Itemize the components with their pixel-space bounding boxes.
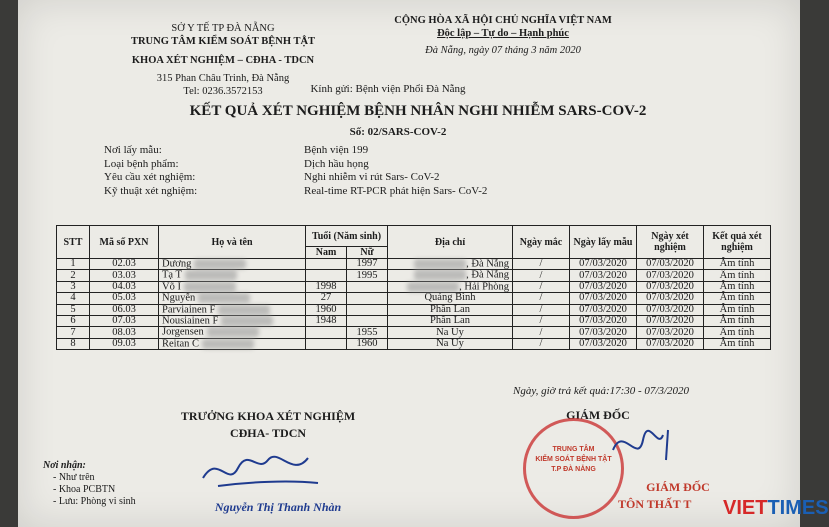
cell-onset: / bbox=[513, 327, 570, 338]
redaction-blur bbox=[218, 305, 270, 315]
recipient-item: - Như trên bbox=[53, 472, 95, 483]
cell-male: 1998 bbox=[306, 281, 347, 292]
director-name: TÔN THẤT T bbox=[618, 497, 692, 511]
redaction-blur bbox=[407, 282, 459, 292]
cell-male bbox=[306, 338, 347, 349]
header-male: Nam bbox=[306, 247, 347, 259]
header-sample-date: Ngày lấy mẫu bbox=[570, 226, 637, 259]
table-row bbox=[57, 270, 771, 281]
document-title: KẾT QUẢ XÉT NGHIỆM BỆNH NHÂN NGHI NHIỄM SARS-COV-2 bbox=[189, 103, 647, 119]
info-label: Yêu cầu xét nghiệm: bbox=[104, 171, 196, 183]
right-signature bbox=[608, 420, 688, 470]
redaction-blur bbox=[202, 339, 254, 349]
redaction-blur bbox=[221, 316, 273, 326]
cell-result: Âm tính bbox=[704, 338, 771, 349]
cell-male bbox=[306, 270, 347, 281]
cell-result: Âm tính bbox=[704, 327, 771, 338]
unit-name: KHOA XÉT NGHIỆM – CĐHA - TDCN bbox=[131, 55, 315, 66]
cell-result: Âm tính bbox=[704, 281, 771, 292]
cell-name bbox=[159, 316, 306, 327]
name-text: Reitan C bbox=[162, 338, 200, 350]
recipient-line: Kính gửi: Bệnh viện Phổi Đà Nẵng bbox=[310, 83, 466, 95]
cell-result: Âm tính bbox=[704, 259, 771, 270]
cell-result: Âm tính bbox=[704, 293, 771, 304]
logo-part-times: TIMES bbox=[767, 497, 829, 519]
name-text: Võ I bbox=[162, 281, 181, 293]
header-stt: STT bbox=[57, 226, 90, 259]
cell-code: 02.03 bbox=[90, 259, 159, 270]
cell-sample-date: 07/03/2020 bbox=[570, 293, 637, 304]
table-row bbox=[57, 304, 771, 315]
cell-female bbox=[347, 293, 388, 304]
cell-address bbox=[388, 304, 513, 315]
cell-address bbox=[388, 259, 513, 270]
address: 315 Phan Châu Trinh, Đà Nẵng bbox=[156, 73, 290, 84]
info-value: Dịch hầu họng bbox=[304, 157, 369, 170]
cell-onset: / bbox=[513, 316, 570, 327]
cell-address bbox=[388, 270, 513, 281]
redaction-blur bbox=[207, 327, 259, 337]
address-text: Quảng Bình bbox=[424, 292, 476, 304]
cell-code: 03.03 bbox=[90, 270, 159, 281]
cell-name bbox=[159, 293, 306, 304]
cell-sample-date: 07/03/2020 bbox=[570, 270, 637, 281]
name-text: Jorgensen bbox=[162, 326, 204, 338]
cell-code: 08.03 bbox=[90, 327, 159, 338]
cell-onset: / bbox=[513, 270, 570, 281]
cell-stt: 4 bbox=[57, 293, 90, 304]
cell-sample-date: 07/03/2020 bbox=[570, 281, 637, 292]
cell-stt: 2 bbox=[57, 270, 90, 281]
results-table bbox=[56, 225, 771, 350]
cell-test-date: 07/03/2020 bbox=[637, 281, 704, 292]
cell-onset: / bbox=[513, 259, 570, 270]
cell-sample-date: 07/03/2020 bbox=[570, 327, 637, 338]
cell-sample-date: 07/03/2020 bbox=[570, 259, 637, 270]
cell-code: 07.03 bbox=[90, 316, 159, 327]
cell-stt: 7 bbox=[57, 327, 90, 338]
cell-address bbox=[388, 316, 513, 327]
director-title: GIÁM ĐỐC bbox=[566, 408, 630, 422]
info-value: Nghi nhiễm vi rút Sars- CoV-2 bbox=[304, 171, 440, 183]
cell-address bbox=[388, 281, 513, 292]
cell-test-date: 07/03/2020 bbox=[637, 304, 704, 315]
cell-name bbox=[159, 281, 306, 292]
cell-female: 1955 bbox=[347, 327, 388, 338]
cell-stt: 8 bbox=[57, 338, 90, 349]
address-text: Phần Lan bbox=[430, 303, 470, 315]
address-text: , Hải Phòng bbox=[459, 281, 509, 293]
name-text: Parviainen F bbox=[162, 304, 216, 316]
cell-sample-date: 07/03/2020 bbox=[570, 316, 637, 327]
cell-female bbox=[347, 316, 388, 327]
left-signer-name: Nguyễn Thị Thanh Nhàn bbox=[214, 500, 342, 514]
cell-code: 04.03 bbox=[90, 281, 159, 292]
stamp-text bbox=[526, 445, 621, 475]
name-text: Nousiainen F bbox=[162, 315, 219, 327]
motto: Độc lập – Tự do – Hạnh phúc bbox=[437, 28, 569, 39]
cell-test-date: 07/03/2020 bbox=[637, 338, 704, 349]
cell-result: Âm tính bbox=[704, 270, 771, 281]
redaction-blur bbox=[414, 259, 466, 269]
table-row bbox=[57, 316, 771, 327]
info-value: Real-time RT-PCR phát hiện Sars- CoV-2 bbox=[304, 184, 488, 197]
cell-sample-date: 07/03/2020 bbox=[570, 338, 637, 349]
info-row bbox=[104, 171, 487, 185]
cell-test-date: 07/03/2020 bbox=[637, 316, 704, 327]
cell-name bbox=[159, 338, 306, 349]
cell-code: 09.03 bbox=[90, 338, 159, 349]
redaction-blur bbox=[198, 293, 250, 303]
table-row bbox=[57, 259, 771, 270]
cell-test-date: 07/03/2020 bbox=[637, 293, 704, 304]
name-text: Dương bbox=[162, 258, 192, 270]
info-row bbox=[104, 185, 487, 199]
cell-female: 1995 bbox=[347, 270, 388, 281]
cell-sample-date: 07/03/2020 bbox=[570, 304, 637, 315]
table-row bbox=[57, 293, 771, 304]
header-code: Mã số PXN bbox=[90, 226, 159, 259]
recipient-item: - Lưu: Phòng vi sinh bbox=[53, 496, 136, 507]
cell-stt: 6 bbox=[57, 316, 90, 327]
address-text: Phần Lan bbox=[430, 315, 470, 327]
stamp-line: T.P ĐÀ NẴNG bbox=[551, 466, 596, 473]
header-onset: Ngày mắc bbox=[513, 226, 570, 259]
address-text: Na Uy bbox=[436, 338, 464, 350]
cell-stt: 3 bbox=[57, 281, 90, 292]
cell-female: 1997 bbox=[347, 259, 388, 270]
cell-male: 1960 bbox=[306, 304, 347, 315]
header-name: Họ và tên bbox=[159, 226, 306, 259]
name-text: Nguyễn bbox=[162, 292, 196, 304]
address-text: Na Uy bbox=[436, 326, 464, 338]
head-of-dept-title: TRƯỞNG KHOA XÉT NGHIỆM bbox=[180, 409, 356, 423]
cell-onset: / bbox=[513, 293, 570, 304]
address-text: , Đà Nẵng bbox=[466, 269, 509, 281]
cell-test-date: 07/03/2020 bbox=[637, 270, 704, 281]
header-female: Nữ bbox=[347, 247, 388, 259]
table-header-row bbox=[57, 226, 771, 247]
document-date: Đà Nẵng, ngày 07 tháng 3 năm 2020 bbox=[425, 45, 581, 56]
header-test-date: Ngày xét nghiệm bbox=[637, 226, 704, 259]
recipients-block bbox=[43, 460, 136, 508]
info-value: Bệnh viện 199 bbox=[304, 144, 369, 156]
cell-onset: / bbox=[513, 304, 570, 315]
cell-female bbox=[347, 281, 388, 292]
cell-stt: 5 bbox=[57, 304, 90, 315]
cell-name bbox=[159, 304, 306, 315]
cell-address bbox=[388, 293, 513, 304]
info-block bbox=[104, 144, 487, 198]
redaction-blur bbox=[185, 270, 237, 280]
left-signature bbox=[198, 448, 328, 493]
cell-address bbox=[388, 327, 513, 338]
cell-stt: 1 bbox=[57, 259, 90, 270]
cell-male bbox=[306, 259, 347, 270]
info-label: Loại bệnh phẩm: bbox=[104, 157, 179, 170]
cell-address bbox=[388, 338, 513, 349]
header-address: Địa chỉ bbox=[388, 226, 513, 259]
cell-name bbox=[159, 327, 306, 338]
address-text: , Đà Nẵng bbox=[466, 258, 509, 270]
table-row bbox=[57, 281, 771, 292]
cell-male bbox=[306, 327, 347, 338]
header-right bbox=[378, 14, 628, 57]
cell-name bbox=[159, 259, 306, 270]
director-stamp-title: GIÁM ĐỐC bbox=[646, 480, 710, 494]
cell-result: Âm tính bbox=[704, 316, 771, 327]
cell-onset: / bbox=[513, 281, 570, 292]
head-of-dept-subtitle: CĐHA- TDCN bbox=[229, 426, 307, 440]
redaction-blur bbox=[184, 282, 236, 292]
center-name: TRUNG TÂM KIỂM SOÁT BỆNH TẬT bbox=[130, 36, 316, 47]
stamp-line: KIỂM SOÁT BỆNH TẬT bbox=[535, 456, 612, 463]
header-age: Tuổi (Năm sinh) bbox=[306, 226, 388, 247]
cell-female bbox=[347, 304, 388, 315]
stamp-line: TRUNG TÂM bbox=[552, 446, 595, 453]
cell-male: 27 bbox=[306, 293, 347, 304]
cell-code: 06.03 bbox=[90, 304, 159, 315]
info-label: Kỹ thuật xét nghiệm: bbox=[104, 184, 198, 197]
cell-name bbox=[159, 270, 306, 281]
cell-test-date: 07/03/2020 bbox=[637, 327, 704, 338]
redaction-blur bbox=[194, 259, 246, 269]
table-row bbox=[57, 327, 771, 338]
redaction-blur bbox=[414, 270, 466, 280]
viettimes-logo bbox=[723, 497, 829, 520]
cell-result: Âm tính bbox=[704, 304, 771, 315]
recipient-item: - Khoa PCBTN bbox=[53, 484, 116, 495]
cell-test-date: 07/03/2020 bbox=[637, 259, 704, 270]
cell-male: 1948 bbox=[306, 316, 347, 327]
document-number: Số: 02/SARS-COV-2 bbox=[349, 126, 447, 138]
table-row bbox=[57, 338, 771, 349]
cell-female: 1960 bbox=[347, 338, 388, 349]
logo-part-viet: VIET bbox=[723, 497, 768, 519]
name-text: Tạ T bbox=[162, 269, 182, 281]
cell-onset: / bbox=[513, 338, 570, 349]
cell-code: 05.03 bbox=[90, 293, 159, 304]
info-row bbox=[104, 144, 487, 158]
telephone: Tel: 0236.3572153 bbox=[183, 86, 263, 97]
header-result: Kết quả xét nghiệm bbox=[704, 226, 771, 259]
document-paper bbox=[18, 0, 829, 527]
recipients-label: Nơi nhận: bbox=[43, 460, 86, 471]
country-name: CỘNG HÒA XÃ HỘI CHỦ NGHĨA VIỆT NAM bbox=[394, 15, 612, 26]
dept-name: SỞ Y TẾ TP ĐÀ NẴNG bbox=[171, 23, 275, 34]
info-row bbox=[104, 158, 487, 172]
left-signature-title bbox=[148, 408, 388, 442]
info-label: Nơi lấy mẫu: bbox=[104, 144, 162, 156]
return-time: Ngày, giờ trả kết quả:17:30 - 07/3/2020 bbox=[513, 385, 690, 397]
